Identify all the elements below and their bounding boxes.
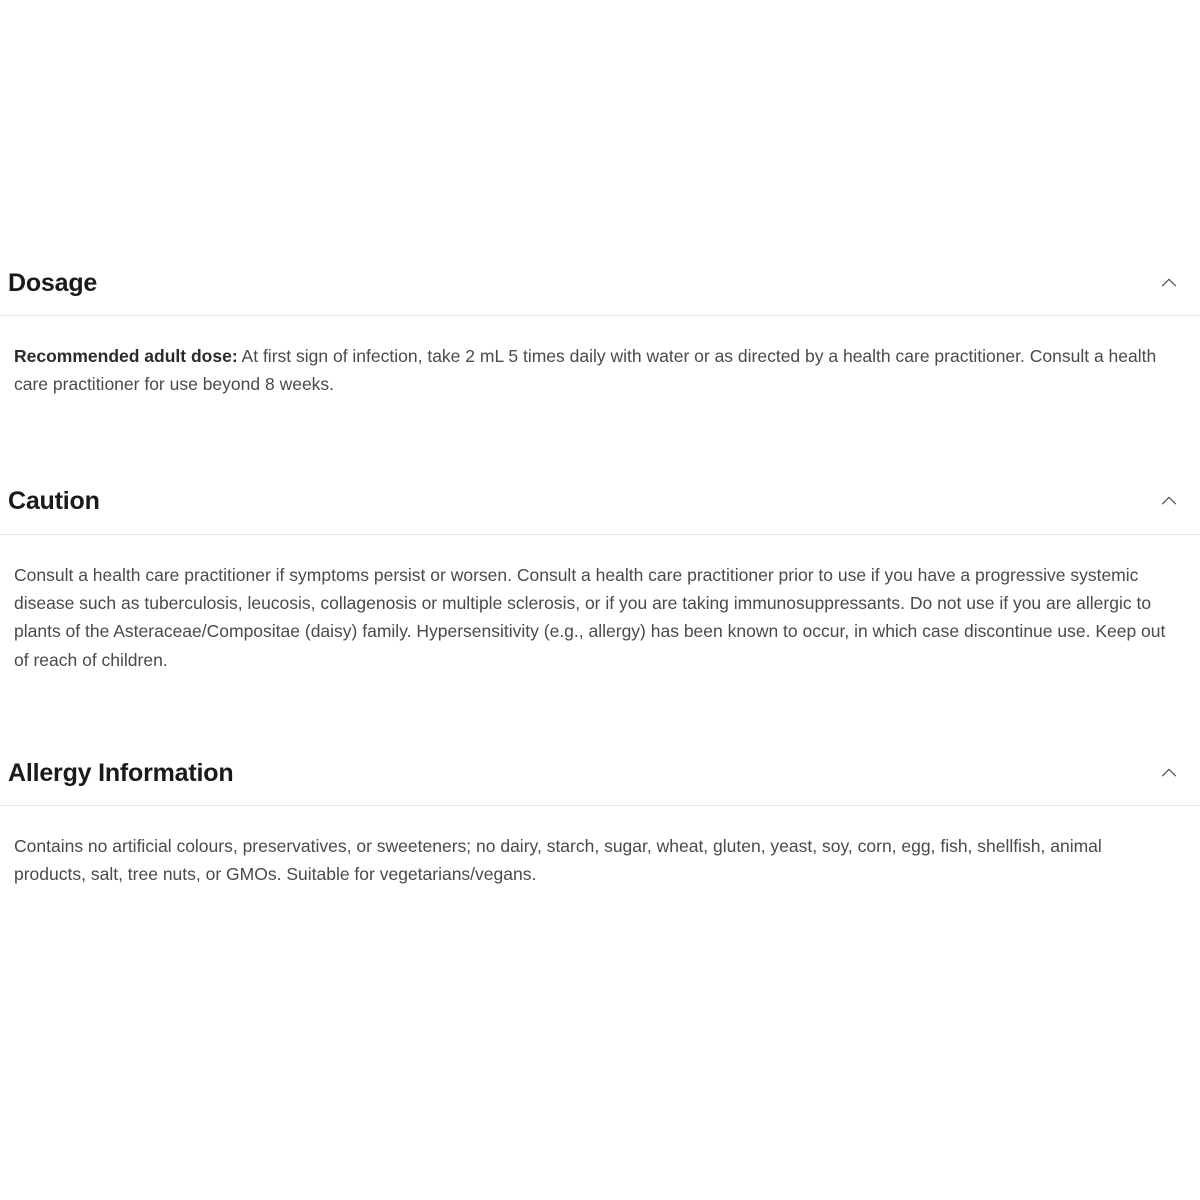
accordion-body-dosage [0, 316, 1200, 399]
accordion [0, 250, 1200, 889]
chevron-up-icon[interactable] [1158, 762, 1180, 784]
chevron-up-icon[interactable] [1158, 272, 1180, 294]
accordion-section-dosage [0, 250, 1200, 399]
accordion-header-allergy-information[interactable] [0, 740, 1200, 806]
top-spacer [0, 0, 1200, 250]
chevron-up-icon[interactable] [1158, 490, 1180, 512]
accordion-section-caution [0, 469, 1200, 674]
accordion-body-allergy-information [0, 806, 1200, 889]
accordion-header-dosage[interactable] [0, 250, 1200, 316]
section-gap-2 [0, 674, 1200, 740]
accordion-body-caution [0, 535, 1200, 674]
accordion-title-caution: Caution [8, 487, 100, 516]
accordion-title-dosage: Dosage [8, 268, 98, 297]
dosage-body-text: At first sign of infection, take 2 mL 5 times daily with water or as directed by a health care practitioner. Consult a health care practitioner for use beyond 8 weeks. [14, 346, 1157, 395]
accordion-title-allergy-information: Allergy Information [8, 758, 234, 787]
caution-text: Consult a health care practitioner if symptoms persist or worsen. Consult a health care practitioner prior to use if you have a progressive systemic disease such as tuberculosis, leucosis, collagenosis or multiple sclerosis, or if you are taking immunosuppressants. Do not use if you are allergic to plants of the Asteraceae/Compositae (daisy) family. Hypersensitivity (e.g., allergy) has been known to occur, in which case discontinue use. Keep out of reach of children. [14, 564, 1166, 670]
accordion-header-caution[interactable] [0, 469, 1200, 535]
dosage-text [14, 342, 1174, 399]
accordion-section-allergy-information [0, 740, 1200, 889]
allergy-information-text: Contains no artificial colours, preservatives, or sweeteners; no dairy, starch, sugar, wheat, gluten, yeast, soy, corn, egg, fish, shellfish, animal products, salt, tree nuts, or GMOs. Suitable for vegetarians/vegans. [14, 836, 1102, 885]
section-gap-1 [0, 399, 1200, 469]
dosage-lead-label: Recommended adult dose: [14, 346, 238, 366]
